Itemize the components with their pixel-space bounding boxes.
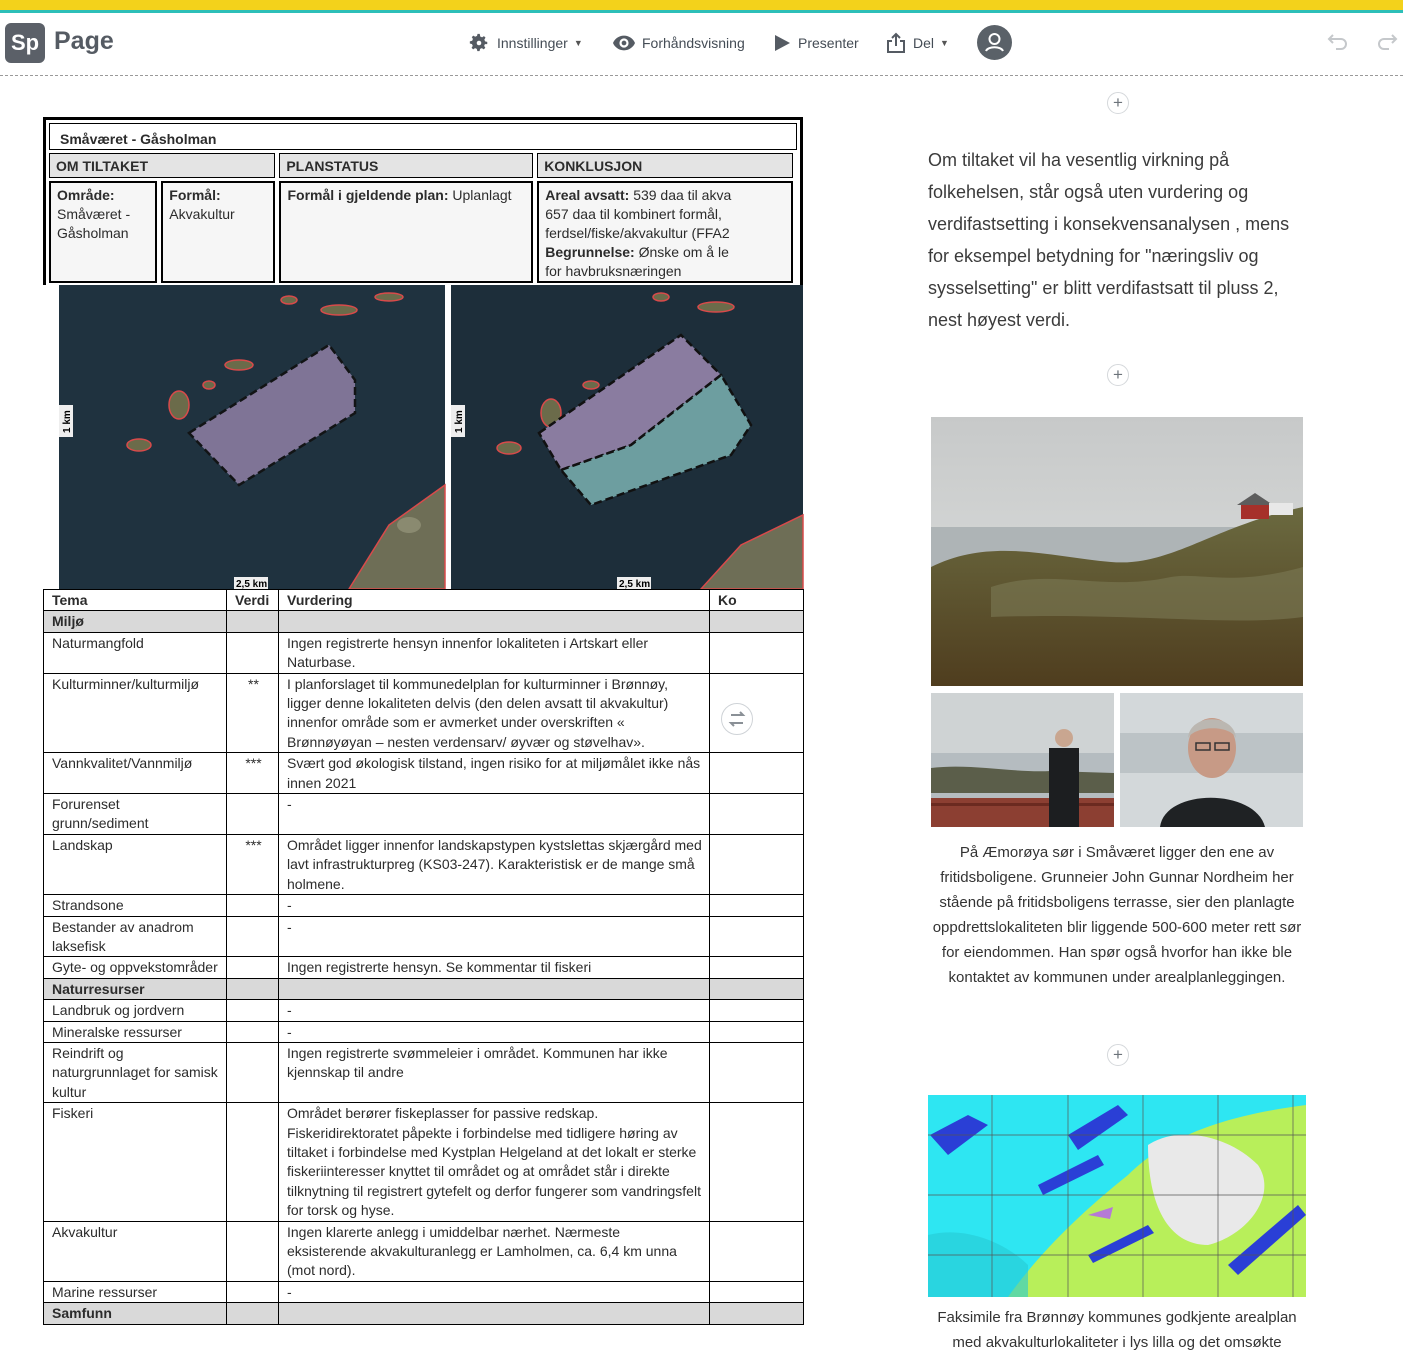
cell-verdi xyxy=(227,1021,279,1042)
cell-verdi xyxy=(227,916,279,957)
plan-cell xyxy=(279,181,533,283)
table-row xyxy=(44,1021,804,1042)
cell-tema: Mineralske ressurser xyxy=(44,1021,227,1042)
header-om-tiltaket: OM TILTAKET xyxy=(49,153,275,178)
cell-kommentar xyxy=(710,1021,804,1042)
cell-verdi: ** xyxy=(227,673,279,753)
cell-verdi xyxy=(227,1281,279,1302)
cell-tema: Bestander av anadrom laksefisk xyxy=(44,916,227,957)
cell-tema: Kulturminner/kulturmiljø xyxy=(44,673,227,753)
table-row xyxy=(44,753,804,794)
avatar[interactable] xyxy=(977,25,1012,60)
table-section-row xyxy=(44,1303,804,1324)
cell-verdi xyxy=(227,1303,279,1324)
chevron-down-icon: ▼ xyxy=(573,38,583,48)
th-tema: Tema xyxy=(44,590,227,611)
konklusjon-cell xyxy=(537,181,793,283)
cell-vurdering: Ingen registrerte hensyn. Se kommentar til fiskeri xyxy=(279,957,710,978)
cell-kommentar xyxy=(710,895,804,916)
table-row xyxy=(44,1000,804,1021)
settings-label: Innstillinger xyxy=(497,35,568,51)
share-button[interactable] xyxy=(886,33,949,53)
table-section-row xyxy=(44,978,804,999)
person-photo-right[interactable] xyxy=(1120,693,1303,827)
swap-arrows-icon xyxy=(722,704,752,734)
cell-vurdering: - xyxy=(279,916,710,957)
chevron-down-icon: ▼ xyxy=(940,38,949,48)
cell-kommentar xyxy=(710,1303,804,1324)
settings-button[interactable] xyxy=(468,33,583,53)
cell-vurdering: I planforslaget til kommunedelplan for kulturminner i Brønnøy, ligger denne lokaliteten delvis (den delen avsatt til akvakultur) innenfor område som er avmerket under overskriften « Brønnøyøyan – nesten verdensarv/ øyvær og støvelhav». xyxy=(279,673,710,753)
areal-label: Areal avsatt: xyxy=(545,187,630,203)
table-row xyxy=(44,632,804,673)
cell-verdi xyxy=(227,978,279,999)
konk-line2: 657 daa til kombinert formål, xyxy=(545,206,722,222)
satellite-map-right xyxy=(451,285,803,589)
document-image[interactable] xyxy=(43,117,738,1322)
header-konklusjon: KONKLUSJON xyxy=(537,153,793,178)
table-row xyxy=(44,895,804,916)
table-row xyxy=(44,1281,804,1302)
present-label: Presenter xyxy=(798,35,859,51)
swap-layout-button[interactable] xyxy=(721,703,753,735)
cell-verdi xyxy=(227,957,279,978)
cell-tema: Akvakultur xyxy=(44,1221,227,1281)
cell-kommentar xyxy=(710,1000,804,1021)
formal-label: Formål: xyxy=(169,187,221,203)
header-planstatus: PLANSTATUS xyxy=(279,153,533,178)
user-icon xyxy=(977,25,1012,60)
cell-kommentar xyxy=(710,1042,804,1102)
cell-kommentar xyxy=(710,611,804,632)
cell-tema: Fiskeri xyxy=(44,1103,227,1221)
cell-tema: Samfunn xyxy=(44,1303,227,1324)
cell-kommentar xyxy=(710,632,804,673)
th-verdi: Verdi xyxy=(227,590,279,611)
cell-vurdering: Ingen klarerte anlegg i umiddelbar nærhet. Nærmeste eksisterende akvakulturanlegg er Lamholmen, ca. 6,4 km unna (mot nord). xyxy=(279,1221,710,1281)
omrade-cell xyxy=(49,181,157,283)
cell-tema: Gyte- og oppvekstområder xyxy=(44,957,227,978)
scale-label-left: 2,5 km xyxy=(236,579,268,590)
map-caption: Faksimile fra Brønnøy kommunes godkjente arealplan med akvakulturlokaliteter i lys lilla og det omsøkte xyxy=(937,1309,1297,1351)
begrunnelse-value: Ønske om å le xyxy=(638,244,729,260)
cell-tema: Strandsone xyxy=(44,895,227,916)
cell-verdi: *** xyxy=(227,834,279,894)
th-kommentar: Ko xyxy=(710,590,804,611)
plan-label: Formål i gjeldende plan: xyxy=(287,187,449,203)
logo-text: Page xyxy=(54,27,114,55)
preview-label: Forhåndsvisning xyxy=(642,35,745,51)
cell-vurdering: Ingen registrerte svømmeleier i området. Kommunen har ikke kjennskap til andre xyxy=(279,1042,710,1102)
table-row xyxy=(44,794,804,835)
cell-vurdering xyxy=(279,1303,710,1324)
table-row xyxy=(44,916,804,957)
km-label-right: 1 km xyxy=(454,410,465,433)
eye-icon xyxy=(613,35,635,51)
cell-verdi xyxy=(227,1103,279,1221)
begrunnelse-label: Begrunnelse: xyxy=(545,244,635,260)
cell-kommentar xyxy=(710,753,804,794)
table-row xyxy=(44,1221,804,1281)
cell-kommentar xyxy=(710,834,804,894)
add-block-button[interactable]: + xyxy=(1107,364,1129,386)
cell-kommentar xyxy=(710,1281,804,1302)
cell-verdi xyxy=(227,611,279,632)
cell-vurdering: Ingen registrerte hensyn innenfor lokaliteten i Artskart eller Naturbase. xyxy=(279,632,710,673)
logo-badge[interactable]: Sp xyxy=(5,23,45,63)
cell-verdi xyxy=(227,1221,279,1281)
cell-verdi xyxy=(227,632,279,673)
cell-kommentar xyxy=(710,957,804,978)
present-button[interactable] xyxy=(773,33,859,53)
cell-vurdering: - xyxy=(279,895,710,916)
cell-kommentar xyxy=(710,1221,804,1281)
areal-value: 539 daa til akva xyxy=(633,187,732,203)
cell-kommentar xyxy=(710,1103,804,1221)
doc-header-box xyxy=(43,117,803,289)
table-row xyxy=(44,1042,804,1102)
photo-caption: På Æmorøya sør i Småværet ligger den ene av fritidsboligene. Grunneier John Gunnar Nordheim her stående på fritidsboligens terrasse, sier den planlagte oppdrettslokaliteten blir liggende 500-600 meter rett sør for eiendommen. Han spør også hvorfor han ikke ble kontaktet av kommunen under arealplanleggingen. xyxy=(932,844,1302,986)
cell-verdi xyxy=(227,1042,279,1102)
scale-label-right: 2,5 km xyxy=(619,579,651,590)
cell-vurdering: - xyxy=(279,1281,710,1302)
app-toolbar xyxy=(0,13,1403,76)
cell-tema: Reindrift og naturgrunnlaget for samisk kultur xyxy=(44,1042,227,1102)
omrade-value: Småværet - Gåsholman xyxy=(57,206,131,241)
article-paragraph: Om tiltaket vil ha vesentlig virkning på folkehelsen, står også uten vurdering og verdifastsetting i konsekvensanalysen , mens for eksempel betydning for "næringsliv og sysselsetting" er blitt verdifastsatt til pluss 2, nest høyest verdi. xyxy=(928,150,1290,330)
formal-value: Akvakultur xyxy=(169,206,235,222)
th-vurdering: Vurdering xyxy=(279,590,710,611)
landscape-photo[interactable] xyxy=(931,417,1303,686)
cell-vurdering: - xyxy=(279,794,710,835)
satellite-map-left xyxy=(59,285,445,589)
cell-vurdering: Området berører fiskeplasser for passive redskap. Fiskeridirektoratet påpekte i forbindelse med tidligere høring av tiltaket i forbindelse med Kystplan Helgeland at det lokalt er sterke fiskeriinteresser knyttet til området og at området står i direkte tilknytning til registrert gytefelt og derfor fungerer som vandringsfelt for torsk og hyse. xyxy=(279,1103,710,1221)
cell-tema: Landskap xyxy=(44,834,227,894)
cell-verdi: *** xyxy=(227,753,279,794)
cell-tema: Naturresurser xyxy=(44,978,227,999)
cell-vurdering: - xyxy=(279,1021,710,1042)
preview-button[interactable] xyxy=(613,33,745,53)
area-plan-map[interactable] xyxy=(928,1095,1306,1297)
cell-vurdering xyxy=(279,978,710,999)
formal-cell xyxy=(161,181,275,283)
table-row xyxy=(44,957,804,978)
share-label: Del xyxy=(913,35,935,51)
plan-value: Uplanlagt xyxy=(452,187,512,203)
top-accent-strip xyxy=(0,0,1403,13)
table-row xyxy=(44,834,804,894)
redo-icon[interactable] xyxy=(1376,31,1398,51)
cell-tema: Forurenset grunn/sediment xyxy=(44,794,227,835)
satellite-maps xyxy=(43,285,803,589)
cell-tema: Naturmangfold xyxy=(44,632,227,673)
cell-vurdering: Området ligger innenfor landskapstypen kystslettas skjærgård med lavt infrastrukturpreg (KS03-247). Karakteristisk er de mange små holmene. xyxy=(279,834,710,894)
person-photo-left[interactable] xyxy=(931,693,1114,827)
share-icon xyxy=(886,33,906,53)
gear-icon xyxy=(468,32,490,54)
cell-tema: Landbruk og jordvern xyxy=(44,1000,227,1021)
table-section-row xyxy=(44,611,804,632)
doc-title: Småværet - Gåsholman xyxy=(49,123,797,150)
konk-line5: for havbruksnæringen xyxy=(545,263,682,279)
table-row xyxy=(44,1103,804,1221)
cell-verdi xyxy=(227,794,279,835)
konk-line3: ferdsel/fiske/akvakultur (FFA2 xyxy=(545,225,730,241)
cell-tema: Marine ressurser xyxy=(44,1281,227,1302)
cell-verdi xyxy=(227,1000,279,1021)
play-icon xyxy=(773,34,791,52)
cell-vurdering: - xyxy=(279,1000,710,1021)
cell-kommentar xyxy=(710,916,804,957)
cell-kommentar xyxy=(710,794,804,835)
assessment-table xyxy=(43,589,804,1325)
cell-verdi xyxy=(227,895,279,916)
cell-tema: Vannkvalitet/Vannmiljø xyxy=(44,753,227,794)
cell-vurdering xyxy=(279,611,710,632)
table-row xyxy=(44,673,804,753)
undo-icon[interactable] xyxy=(1327,31,1349,51)
km-label-left: 1 km xyxy=(62,410,73,433)
cell-kommentar xyxy=(710,978,804,999)
cell-tema: Miljø xyxy=(44,611,227,632)
omrade-label: Område: xyxy=(57,187,115,203)
cell-vurdering: Svært god økologisk tilstand, ingen risiko for at miljømålet ikke nås innen 2021 xyxy=(279,753,710,794)
add-block-button[interactable]: + xyxy=(1107,92,1129,114)
add-block-button[interactable]: + xyxy=(1107,1044,1129,1066)
